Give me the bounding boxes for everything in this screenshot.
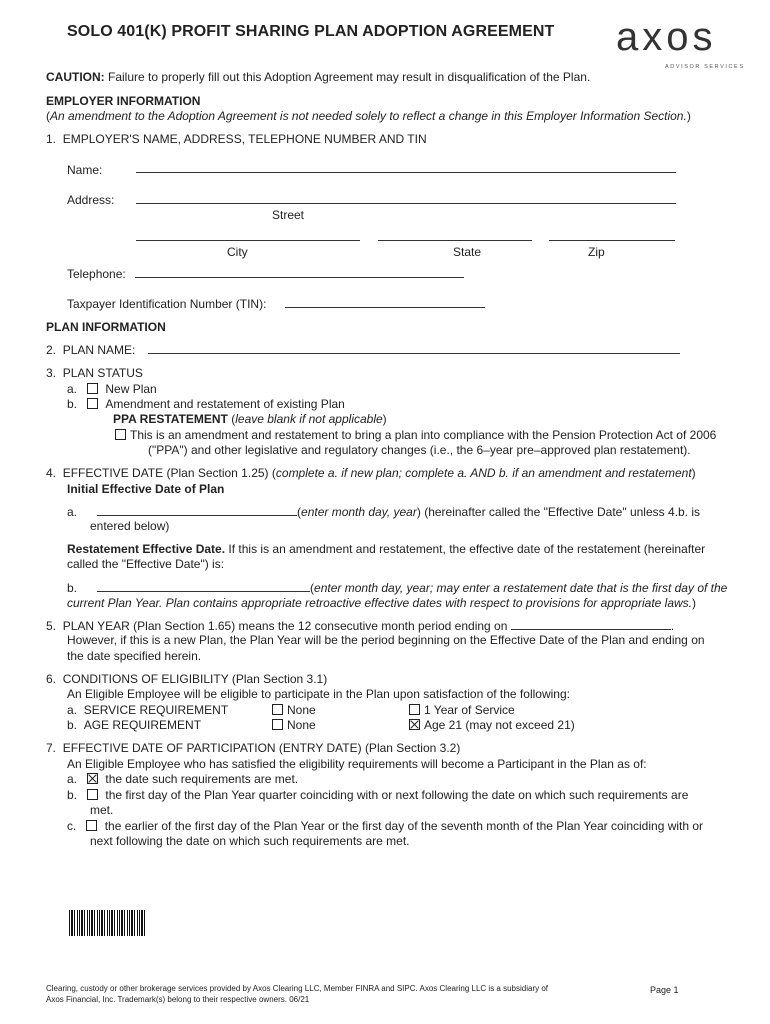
tin-field[interactable] xyxy=(285,296,485,308)
city-label: City xyxy=(227,245,248,259)
telephone-label: Telephone: xyxy=(67,267,126,281)
initial-date-heading: Initial Effective Date of Plan xyxy=(67,482,225,496)
item-5-line3: the date specified herein. xyxy=(67,649,202,663)
restatement-date-field[interactable] xyxy=(97,580,310,592)
item-5-line2: However, if this is a new Plan, the Plan Year will be the period beginning on the Effective Date of the Plan and ending on xyxy=(67,633,705,647)
ppa-option-line2: ("PPA") and other legislative and regulatory changes (i.e., the 6–year pre–approved plan restatement). xyxy=(148,443,691,457)
entry-option-c-cont: next following the date on which such requirements are met. xyxy=(90,834,410,848)
entry-c-checkbox[interactable] xyxy=(86,820,97,831)
plan-heading: PLAN INFORMATION xyxy=(46,320,166,334)
age-none-option[interactable]: None xyxy=(272,718,316,734)
item-5: 5. PLAN YEAR (Plan Section 1.65) means the 12 consecutive month period ending on . xyxy=(46,619,675,633)
street-field[interactable] xyxy=(136,192,676,204)
age-none-checkbox[interactable] xyxy=(272,719,283,730)
state-field[interactable] xyxy=(378,229,532,241)
restatement-text-cont: called the "Effective Date") is: xyxy=(67,557,225,571)
service-requirement-label: a. SERVICE REQUIREMENT xyxy=(67,703,229,717)
initial-date-row-cont: entered below) xyxy=(90,519,170,533)
age-21-option[interactable]: Age 21 (may not exceed 21) xyxy=(409,718,575,734)
page-title: SOLO 401(K) PROFIT SHARING PLAN ADOPTION AGREEMENT xyxy=(67,23,555,40)
employer-note: (An amendment to the Adoption Agreement is not needed solely to reflect a change in this Employer Information Section.) xyxy=(46,109,691,123)
entry-b-checkbox[interactable] xyxy=(87,789,98,800)
amendment-checkbox[interactable] xyxy=(87,398,98,409)
city-field[interactable] xyxy=(136,229,360,241)
service-none-option[interactable]: None xyxy=(272,703,316,719)
option-amendment[interactable]: b. Amendment and restatement of existing Plan xyxy=(67,397,345,411)
item-3: 3. PLAN STATUS xyxy=(46,366,143,380)
tin-label: Taxpayer Identification Number (TIN): xyxy=(67,297,267,311)
footer-disclosure-line2: Axos Financial, Inc. Trademark(s) belong to their respective owners. 06/21 xyxy=(46,995,310,1004)
service-1-year-checkbox[interactable] xyxy=(409,704,420,715)
zip-field[interactable] xyxy=(549,229,675,241)
street-label: Street xyxy=(272,208,305,222)
option-new-plan[interactable]: a. New Plan xyxy=(67,382,157,396)
entry-option-c[interactable]: c. the earlier of the first day of the Plan Year or the first day of the seventh month of the Plan Year coinciding with or xyxy=(67,819,704,833)
ppa-checkbox[interactable] xyxy=(115,429,126,440)
plan-name-field[interactable] xyxy=(148,342,680,354)
entry-a-checkbox[interactable] xyxy=(87,773,98,784)
plan-year-end-field[interactable] xyxy=(511,618,671,630)
entry-option-b-cont: met. xyxy=(90,803,114,817)
entry-option-b[interactable]: b. the first day of the Plan Year quarter coinciding with or next following the date on which such requirements are xyxy=(67,788,689,802)
initial-date-row: a. (enter month day, year) (hereinafter called the "Effective Date" unless 4.b. is xyxy=(67,505,700,519)
name-field[interactable] xyxy=(136,161,676,173)
item-4: 4. EFFECTIVE DATE (Plan Section 1.25) (complete a. if new plan; complete a. AND b. if an amendment and restatement) xyxy=(46,466,696,480)
footer-disclosure-line1: Clearing, custody or other brokerage services provided by Axos Clearing LLC, Member FINRA and SIPC. Axos Clearing LLC is a subsidiary of xyxy=(46,984,549,993)
restatement-date-row: b. (enter month day, year; may enter a restatement date that is the first day of the xyxy=(67,581,728,595)
item-2: 2. PLAN NAME: xyxy=(46,343,136,357)
age-requirement-label: b. AGE REQUIREMENT xyxy=(67,718,202,732)
employer-heading: EMPLOYER INFORMATION xyxy=(46,94,201,108)
axos-logo-subtitle: ADVISOR SERVICES xyxy=(665,64,745,70)
item-6: 6. CONDITIONS OF ELIGIBILITY (Plan Section 3.1) xyxy=(46,672,328,686)
page-number: Page 1 xyxy=(650,985,679,995)
ppa-option[interactable]: This is an amendment and restatement to bring a plan into compliance with the Pension Protection Act of 2006 xyxy=(115,428,716,444)
entry-option-a[interactable]: a. the date such requirements are met. xyxy=(67,772,299,786)
barcode xyxy=(69,910,145,936)
caution-note: CAUTION: Failure to properly fill out this Adoption Agreement may result in disqualification of the Plan. xyxy=(46,70,591,84)
item-1: 1. EMPLOYER'S NAME, ADDRESS, TELEPHONE NUMBER AND TIN xyxy=(46,132,427,146)
service-1-year-option[interactable]: 1 Year of Service xyxy=(409,703,515,719)
ppa-heading: PPA RESTATEMENT (leave blank if not applicable) xyxy=(113,412,387,426)
age-21-checkbox[interactable] xyxy=(409,719,420,730)
zip-label: Zip xyxy=(588,245,605,259)
state-label: State xyxy=(453,245,482,259)
telephone-field[interactable] xyxy=(135,266,464,278)
restatement-text: Restatement Effective Date. If this is an amendment and restatement, the effective date of the restatement (hereinafter xyxy=(67,542,706,556)
name-label: Name: xyxy=(67,163,103,177)
address-label: Address: xyxy=(67,193,115,207)
item-7: 7. EFFECTIVE DATE OF PARTICIPATION (ENTRY DATE) (Plan Section 3.2) xyxy=(46,741,461,755)
new-plan-checkbox[interactable] xyxy=(87,383,98,394)
restatement-date-row-cont: current Plan Year. Plan contains appropriate retroactive effective dates with respect to provisions for appropriate laws.) xyxy=(67,596,696,610)
initial-date-field[interactable] xyxy=(97,504,297,516)
axos-logo: axos xyxy=(616,15,717,59)
service-none-checkbox[interactable] xyxy=(272,704,283,715)
item-7-line2: An Eligible Employee who has satisfied the eligibility requirements will become a Participant in the Plan as of: xyxy=(67,757,647,771)
item-6-line2: An Eligible Employee will be eligible to participate in the Plan upon satisfaction of the following: xyxy=(67,687,570,701)
